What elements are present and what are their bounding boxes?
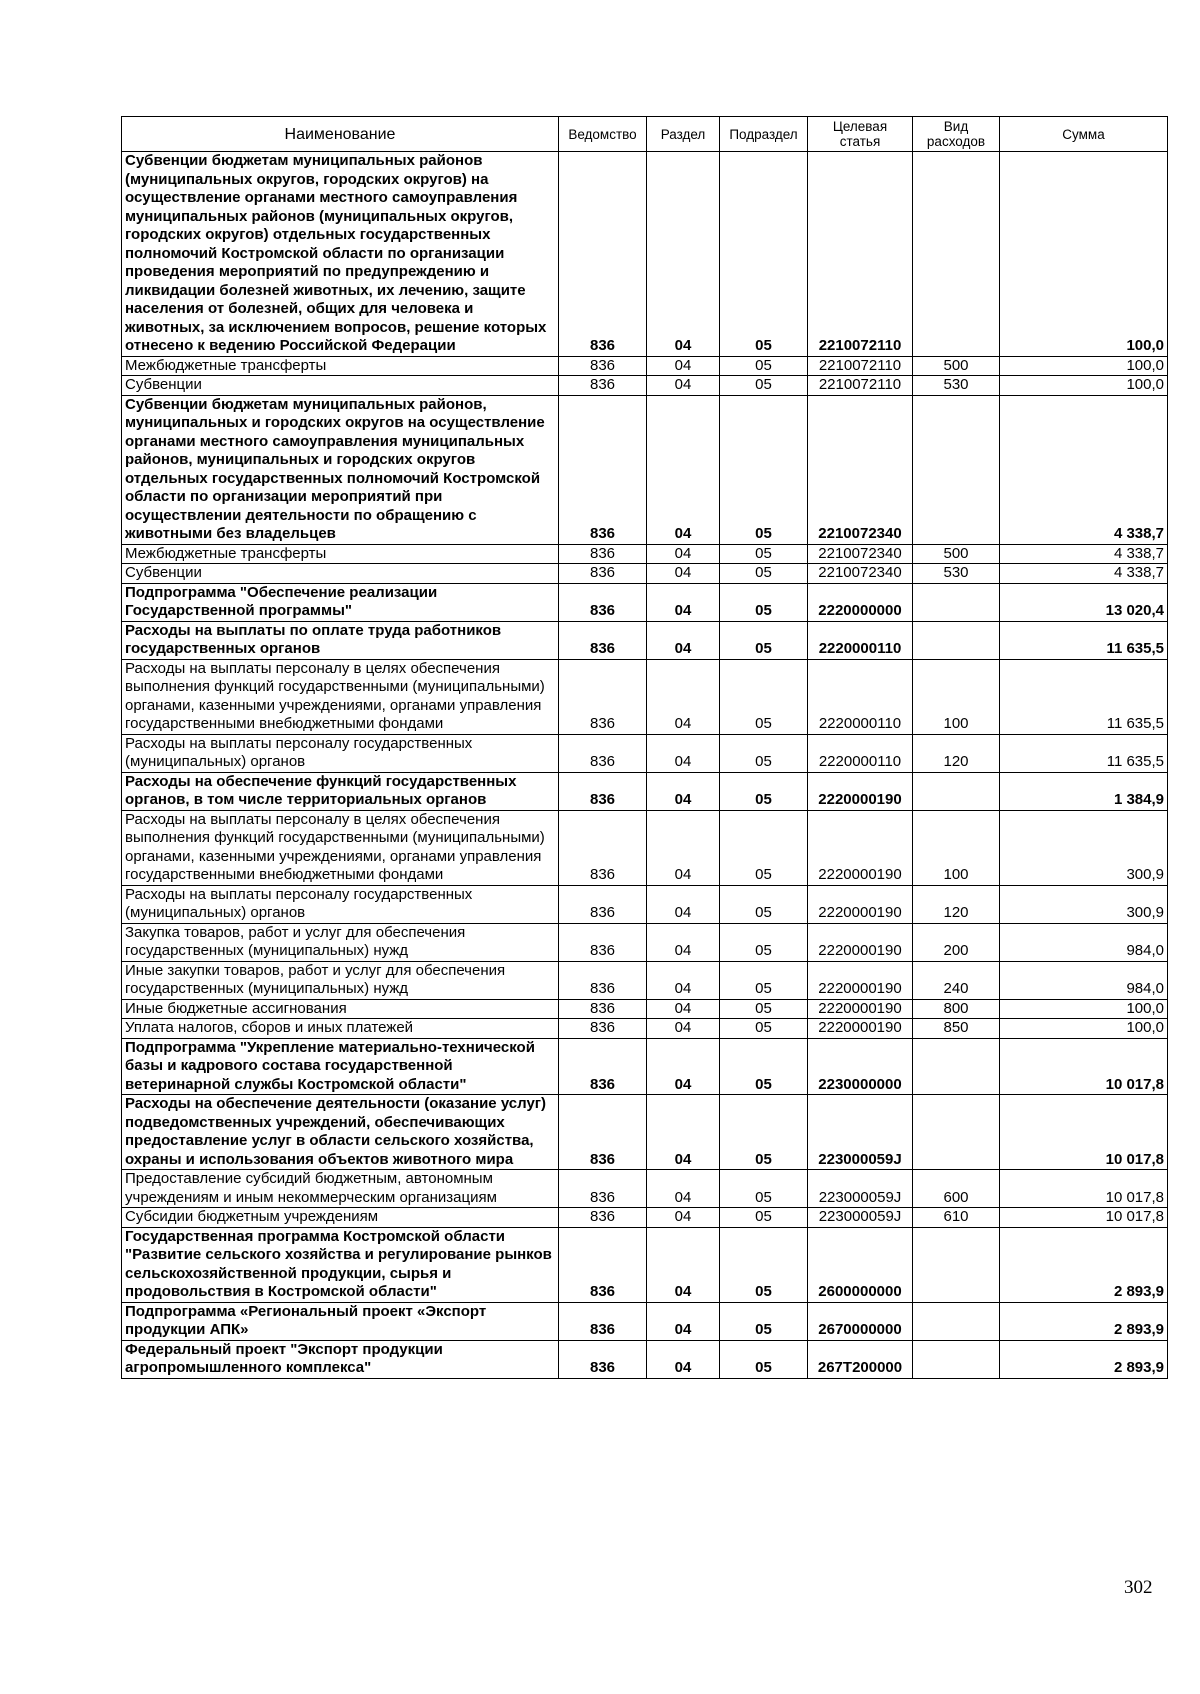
row-expense [913,152,1000,357]
table-row [122,885,1168,923]
row-expense: 500 [913,356,1000,376]
row-name: Иные закупки товаров, работ и услуг для обеспечения государственных (муниципальных) нужд [122,961,559,999]
row-section: 04 [647,376,720,396]
row-section: 04 [647,1302,720,1340]
row-target: 2220000190 [808,772,913,810]
row-target: 2210072340 [808,544,913,564]
row-expense: 100 [913,810,1000,885]
row-section: 04 [647,961,720,999]
table-row [122,1095,1168,1170]
row-subsection: 05 [720,810,808,885]
table-header-row [122,117,1168,152]
row-target: 2220000190 [808,1019,913,1039]
row-name: Межбюджетные трансферты [122,356,559,376]
row-expense [913,1038,1000,1095]
row-dept: 836 [559,152,647,357]
row-target: 2220000000 [808,583,913,621]
row-dept: 836 [559,1170,647,1208]
row-section: 04 [647,583,720,621]
row-expense [913,1340,1000,1378]
row-target: 223000059J [808,1208,913,1228]
row-sum: 2 893,9 [1000,1302,1168,1340]
row-target: 2210072110 [808,376,913,396]
row-expense: 120 [913,734,1000,772]
row-sum: 100,0 [1000,1019,1168,1039]
row-section: 04 [647,1019,720,1039]
row-expense: 100 [913,659,1000,734]
row-dept: 836 [559,659,647,734]
table-row [122,999,1168,1019]
row-expense [913,772,1000,810]
row-sum: 300,9 [1000,885,1168,923]
row-target: 223000059J [808,1170,913,1208]
row-section: 04 [647,923,720,961]
row-subsection: 05 [720,1302,808,1340]
row-target: 2230000000 [808,1038,913,1095]
row-name: Уплата налогов, сборов и иных платежей [122,1019,559,1039]
row-subsection: 05 [720,1208,808,1228]
row-section: 04 [647,1038,720,1095]
row-section: 04 [647,544,720,564]
row-name: Расходы на выплаты персоналу государственных (муниципальных) органов [122,885,559,923]
row-sum: 100,0 [1000,376,1168,396]
row-name: Расходы на выплаты персоналу в целях обеспечения выполнения функций государственными (муниципальными) органами, казенными учреждениями, органами управления государственными внебюджетными фондами [122,659,559,734]
row-expense: 200 [913,923,1000,961]
row-subsection: 05 [720,152,808,357]
row-section: 04 [647,734,720,772]
row-subsection: 05 [720,395,808,544]
table-row [122,1340,1168,1378]
row-sum: 984,0 [1000,923,1168,961]
table-row [122,376,1168,396]
row-section: 04 [647,810,720,885]
row-name: Закупка товаров, работ и услуг для обеспечения государственных (муниципальных) нужд [122,923,559,961]
header-name: Наименование [122,117,559,152]
row-expense [913,1095,1000,1170]
row-target: 2220000110 [808,734,913,772]
row-name: Предоставление субсидий бюджетным, автономным учреждениям и иным некоммерческим организациям [122,1170,559,1208]
row-dept: 836 [559,564,647,584]
row-sum: 10 017,8 [1000,1038,1168,1095]
row-expense [913,1302,1000,1340]
row-subsection: 05 [720,1340,808,1378]
row-sum: 2 893,9 [1000,1227,1168,1302]
row-subsection: 05 [720,1170,808,1208]
row-target: 2210072340 [808,395,913,544]
table-row [122,810,1168,885]
table-row [122,659,1168,734]
row-dept: 836 [559,1302,647,1340]
row-expense: 530 [913,564,1000,584]
row-dept: 836 [559,810,647,885]
row-dept: 836 [559,583,647,621]
row-sum: 300,9 [1000,810,1168,885]
row-name: Межбюджетные трансферты [122,544,559,564]
row-section: 04 [647,564,720,584]
row-section: 04 [647,885,720,923]
table-row [122,1302,1168,1340]
header-expense: Вид расходов [913,117,1000,152]
row-name: Субсидии бюджетным учреждениям [122,1208,559,1228]
row-expense: 600 [913,1170,1000,1208]
row-sum: 11 635,5 [1000,621,1168,659]
row-subsection: 05 [720,621,808,659]
row-sum: 100,0 [1000,356,1168,376]
row-expense: 240 [913,961,1000,999]
row-sum: 10 017,8 [1000,1095,1168,1170]
row-name: Государственная программа Костромской области "Развитие сельского хозяйства и регулирование рынков сельскохозяйственной продукции, сырья и продовольствия в Костромской области" [122,1227,559,1302]
row-target: 267T200000 [808,1340,913,1378]
row-sum: 100,0 [1000,999,1168,1019]
row-dept: 836 [559,923,647,961]
row-target: 2210072340 [808,564,913,584]
row-expense: 500 [913,544,1000,564]
table-row [122,1038,1168,1095]
row-section: 04 [647,1227,720,1302]
row-name: Расходы на выплаты персоналу в целях обеспечения выполнения функций государственными (муниципальными) органами, казенными учреждениями, органами управления государственными внебюджетными фондами [122,810,559,885]
table-row [122,1170,1168,1208]
table-row [122,923,1168,961]
row-dept: 836 [559,356,647,376]
row-target: 2600000000 [808,1227,913,1302]
row-subsection: 05 [720,923,808,961]
row-name: Расходы на выплаты по оплате труда работников государственных органов [122,621,559,659]
row-name: Расходы на выплаты персоналу государственных (муниципальных) органов [122,734,559,772]
row-expense [913,1227,1000,1302]
header-sum: Сумма [1000,117,1168,152]
row-subsection: 05 [720,376,808,396]
row-name: Расходы на обеспечение функций государственных органов, в том числе территориальных органов [122,772,559,810]
table-row [122,564,1168,584]
row-subsection: 05 [720,583,808,621]
row-name: Подпрограмма «Региональный проект «Экспорт продукции АПК» [122,1302,559,1340]
row-sum: 10 017,8 [1000,1208,1168,1228]
row-target: 2220000190 [808,999,913,1019]
table-body [122,152,1168,1379]
row-target: 2220000190 [808,885,913,923]
table-row [122,621,1168,659]
row-expense [913,395,1000,544]
row-subsection: 05 [720,1019,808,1039]
row-name: Субвенции бюджетам муниципальных районов (муниципальных округов, городских округов) на осуществление органами местного самоуправления муниципальных районов (муниципальных округов, городских округов) отдельных государственных полномочий Костромской области по организации проведения мероприятий по предупреждению и ликвидации болезней животных, их лечению, защите населения от болезней, общих для человека и животных, за исключением вопросов, решение которых отнесено к ведению Российской Федерации [122,152,559,357]
table-row [122,1208,1168,1228]
row-name: Субвенции [122,376,559,396]
table-row [122,734,1168,772]
row-target: 2220000110 [808,621,913,659]
row-sum: 4 338,7 [1000,564,1168,584]
row-expense: 530 [913,376,1000,396]
row-section: 04 [647,395,720,544]
row-subsection: 05 [720,734,808,772]
row-sum: 100,0 [1000,152,1168,357]
row-target: 2670000000 [808,1302,913,1340]
row-section: 04 [647,1340,720,1378]
row-name: Иные бюджетные ассигнования [122,999,559,1019]
table-row [122,961,1168,999]
table-row [122,395,1168,544]
row-name: Федеральный проект "Экспорт продукции агропромышленного комплекса" [122,1340,559,1378]
row-dept: 836 [559,1208,647,1228]
row-expense: 800 [913,999,1000,1019]
table-row [122,356,1168,376]
row-expense: 610 [913,1208,1000,1228]
row-dept: 836 [559,734,647,772]
table-row [122,152,1168,357]
row-sum: 2 893,9 [1000,1340,1168,1378]
row-subsection: 05 [720,999,808,1019]
row-subsection: 05 [720,356,808,376]
row-expense [913,621,1000,659]
row-dept: 836 [559,544,647,564]
row-dept: 836 [559,961,647,999]
row-name: Субвенции бюджетам муниципальных районов, муниципальных и городских округов на осуществление органами местного самоуправления муниципальных районов, муниципальных и городских округов отдельных государственных полномочий Костромской области по организации мероприятий при осуществлении деятельности по обращению с животными без владельцев [122,395,559,544]
row-sum: 4 338,7 [1000,544,1168,564]
row-expense: 850 [913,1019,1000,1039]
row-name: Субвенции [122,564,559,584]
row-sum: 10 017,8 [1000,1170,1168,1208]
row-name: Расходы на обеспечение деятельности (оказание услуг) подведомственных учреждений, обеспечивающих предоставление услуг в области сельского хозяйства, охраны и использования объектов животного мира [122,1095,559,1170]
row-dept: 836 [559,1019,647,1039]
table-row [122,583,1168,621]
row-dept: 836 [559,999,647,1019]
row-expense: 120 [913,885,1000,923]
row-section: 04 [647,1095,720,1170]
row-section: 04 [647,659,720,734]
row-sum: 984,0 [1000,961,1168,999]
row-target: 2220000190 [808,961,913,999]
row-sum: 11 635,5 [1000,659,1168,734]
row-section: 04 [647,356,720,376]
table-row [122,544,1168,564]
row-dept: 836 [559,376,647,396]
row-section: 04 [647,772,720,810]
row-sum: 11 635,5 [1000,734,1168,772]
row-subsection: 05 [720,1095,808,1170]
row-sum: 13 020,4 [1000,583,1168,621]
row-subsection: 05 [720,885,808,923]
row-subsection: 05 [720,659,808,734]
table-row [122,1227,1168,1302]
row-dept: 836 [559,1340,647,1378]
row-dept: 836 [559,1038,647,1095]
row-dept: 836 [559,621,647,659]
header-subsection: Подраздел [720,117,808,152]
row-target: 2220000190 [808,923,913,961]
row-dept: 836 [559,1227,647,1302]
row-sum: 4 338,7 [1000,395,1168,544]
table-row [122,772,1168,810]
row-subsection: 05 [720,961,808,999]
header-dept: Ведомство [559,117,647,152]
row-subsection: 05 [720,1038,808,1095]
row-target: 2210072110 [808,356,913,376]
page-number: 302 [1124,1577,1153,1598]
header-section: Раздел [647,117,720,152]
row-name: Подпрограмма "Укрепление материально-технической базы и кадрового состава государственной ветеринарной службы Костромской области" [122,1038,559,1095]
row-subsection: 05 [720,772,808,810]
row-section: 04 [647,1170,720,1208]
row-subsection: 05 [720,564,808,584]
row-section: 04 [647,1208,720,1228]
row-expense [913,583,1000,621]
row-target: 223000059J [808,1095,913,1170]
row-subsection: 05 [720,544,808,564]
row-sum: 1 384,9 [1000,772,1168,810]
row-dept: 836 [559,1095,647,1170]
budget-table [121,116,1168,1379]
row-target: 2210072110 [808,152,913,357]
row-dept: 836 [559,395,647,544]
row-section: 04 [647,999,720,1019]
row-name: Подпрограмма "Обеспечение реализации Государственной программы" [122,583,559,621]
row-target: 2220000110 [808,659,913,734]
row-dept: 836 [559,885,647,923]
row-subsection: 05 [720,1227,808,1302]
header-target: Целевая статья [808,117,913,152]
row-dept: 836 [559,772,647,810]
row-section: 04 [647,152,720,357]
table-row [122,1019,1168,1039]
row-target: 2220000190 [808,810,913,885]
row-section: 04 [647,621,720,659]
